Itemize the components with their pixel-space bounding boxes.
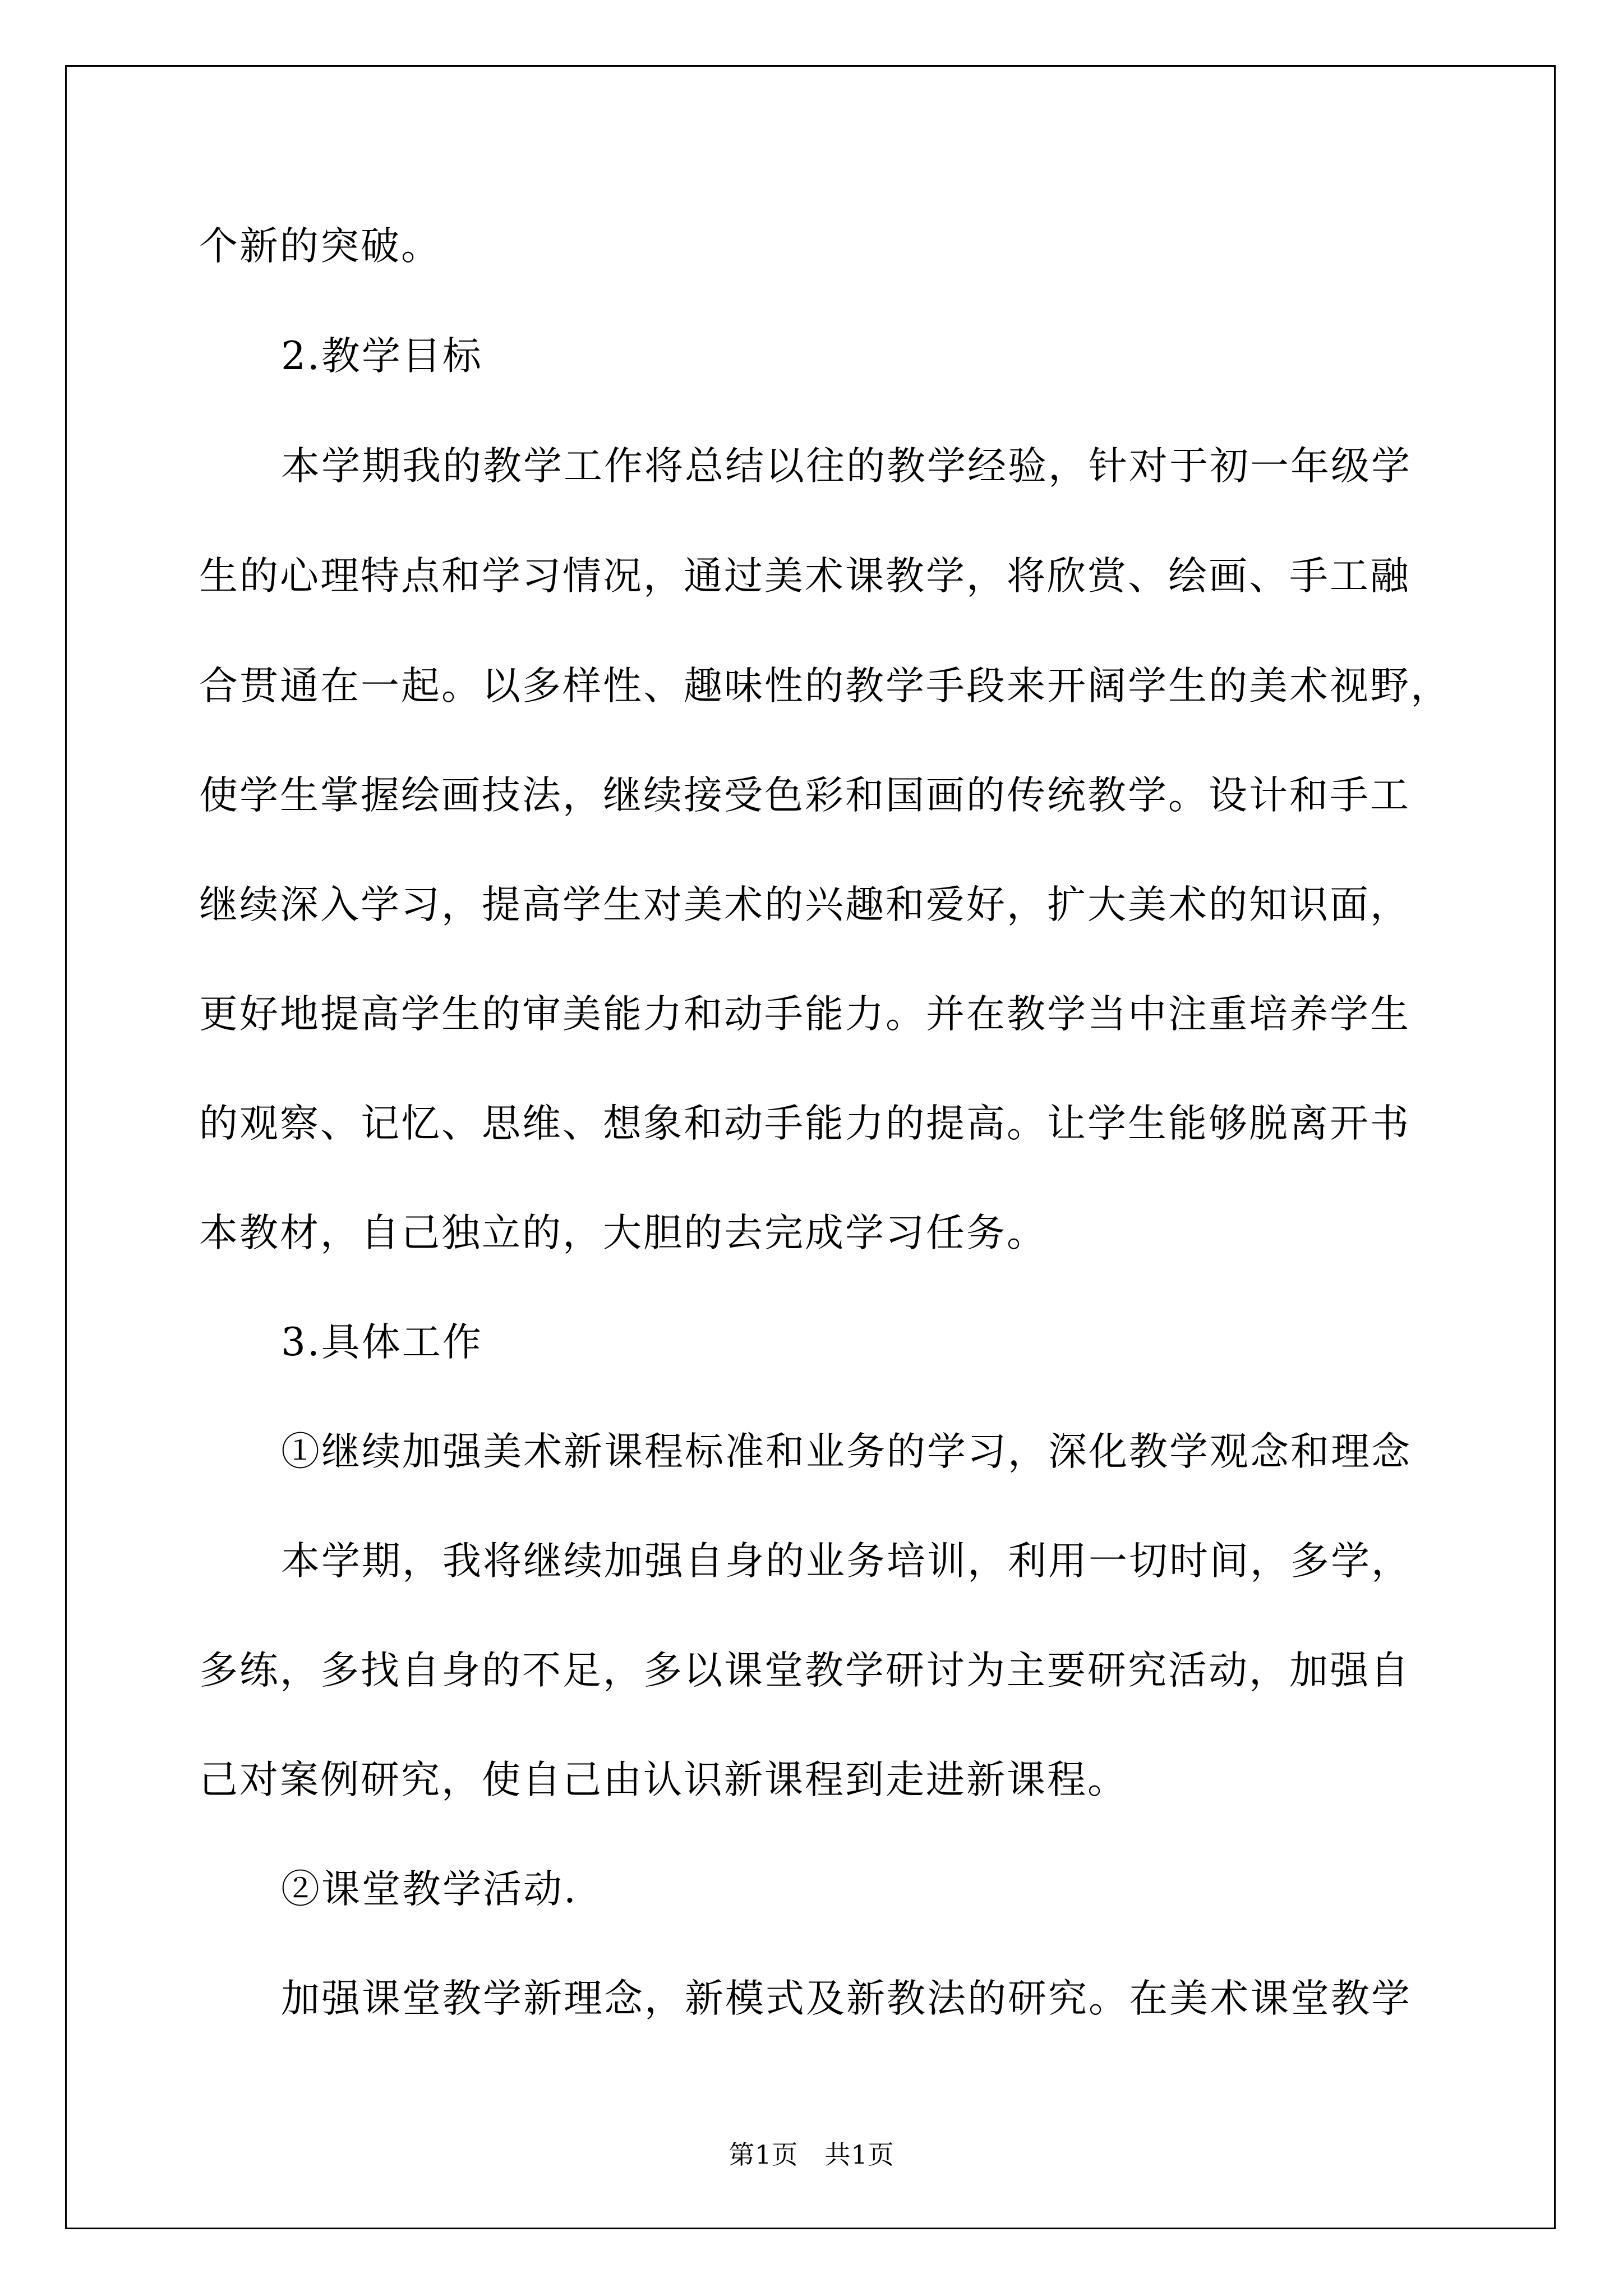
paragraph-line: 加强课堂教学新理念，新模式及新教法的研究。在美术课堂教学 xyxy=(281,1976,1412,2021)
paragraph-line: 本学期，我将继续加强自身的业务培训，利用一切时间，多学， xyxy=(281,1539,1412,1584)
paragraph-line: 合贯通在一起。以多样性、趣味性的教学手段来开阔学生的美术视野， xyxy=(199,664,1451,708)
paragraph-line: 多练，多找自身的不足，多以课堂教学研讨为主要研究活动，加强自 xyxy=(199,1648,1410,1693)
paragraph-line: 继续深入学习，提高学生对美术的兴趣和爱好，扩大美术的知识面， xyxy=(199,882,1410,927)
paragraph-line: 己对案例研究，使自己由认识新课程到走进新课程。 xyxy=(199,1757,1128,1802)
paragraph-line: 使学生掌握绘画技法，继续接受色彩和国画的传统教学。设计和手工 xyxy=(199,773,1410,818)
page-number-footer: 第1页 共1页 xyxy=(728,2139,895,2170)
paragraph-line: 生的心理特点和学习情况，通过美术课教学，将欣赏、绘画、手工融 xyxy=(199,554,1410,599)
paragraph-line: 个新的突破。 xyxy=(199,224,441,269)
section-heading: 3.具体工作 xyxy=(281,1320,483,1365)
paragraph-line: 的观察、记忆、思维、想象和动手能力的提高。让学生能够脱离开书 xyxy=(199,1101,1410,1146)
paragraph-line: 本教材，自己独立的，大胆的去完成学习任务。 xyxy=(199,1211,1047,1255)
section-heading: 2.教学目标 xyxy=(281,334,483,379)
subsection-heading: ①继续加强美术新课程标准和业务的学习，深化教学观念和理念 xyxy=(281,1429,1412,1474)
paragraph-line: 更好地提高学生的审美能力和动手能力。并在教学当中注重培养学生 xyxy=(199,992,1410,1037)
paragraph-line: 本学期我的教学工作将总结以往的教学经验，针对于初一年级学 xyxy=(281,444,1412,489)
subsection-heading: ②课堂教学活动. xyxy=(281,1867,578,1912)
